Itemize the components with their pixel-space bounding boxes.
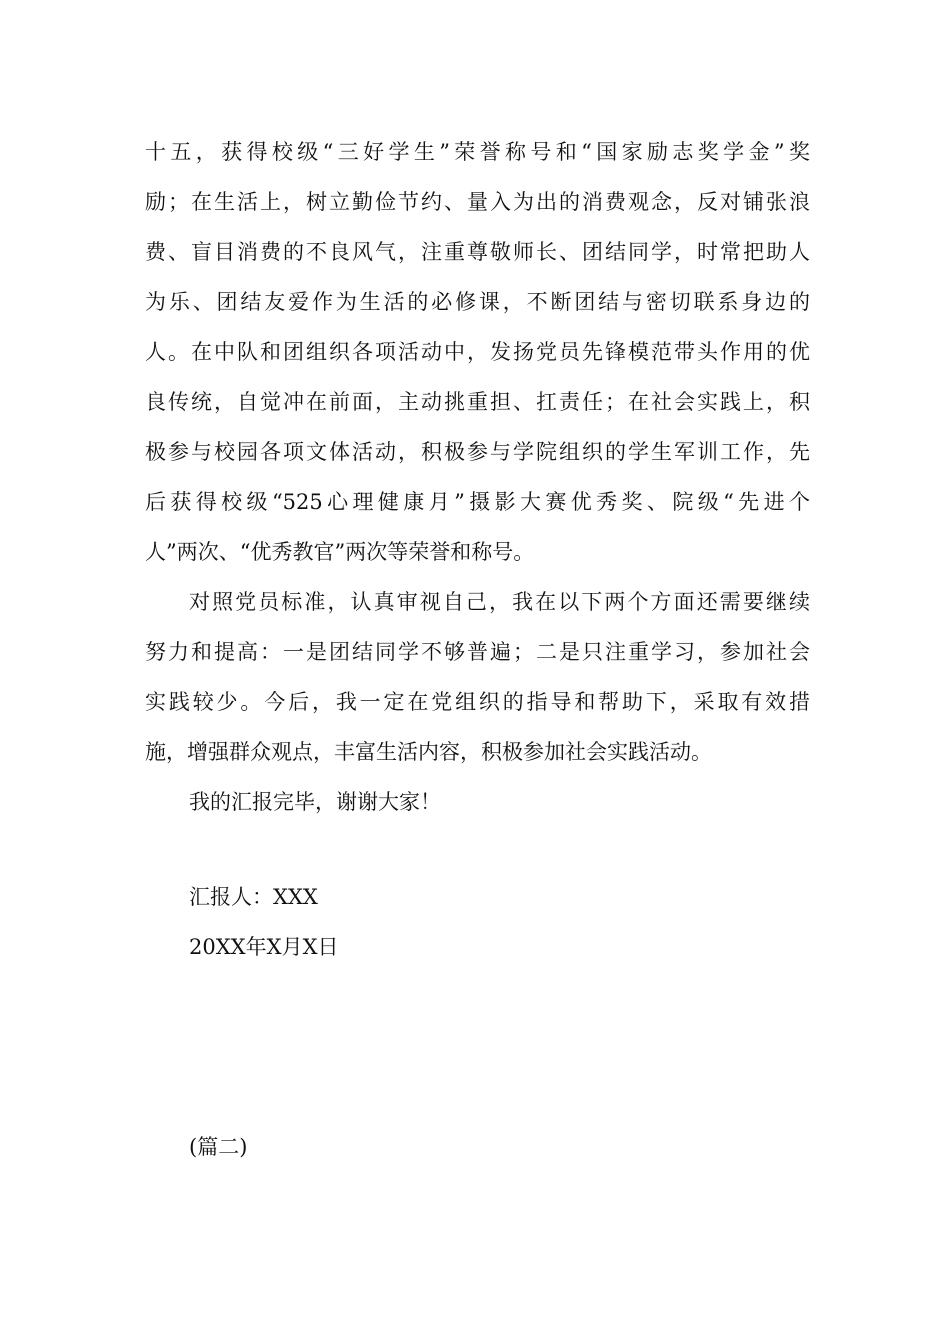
closing-remark: 我的汇报完毕，谢谢大家！ (189, 790, 441, 814)
paragraph-1-line-5: 人。在中队和团组织各项活动中，发扬党员先锋模范带头作用的优 (145, 340, 810, 364)
paragraph-1-line-4: 为乐、团结友爱作为生活的必修课，不断团结与密切联系身边的 (145, 290, 810, 314)
paragraph-1-line-7: 极参与校园各项文体活动，积极参与学院组织的学生军训工作，先 (145, 440, 810, 464)
paragraph-1-line-6: 良传统，自觉冲在前面，主动挑重担、扛责任；在社会实践上，积 (145, 390, 810, 414)
paragraph-1-line-2: 励；在生活上，树立勤俭节约、量入为出的消费观念，反对铺张浪 (145, 190, 810, 214)
paragraph-1-line-9: 人”两次、“优秀教官”两次等荣誉和称号。 (145, 540, 535, 564)
paragraph-2-line-1: 对照党员标准，认真审视自己，我在以下两个方面还需要继续 (189, 590, 810, 614)
paragraph-2-line-4: 施，增强群众观点，丰富生活内容，积极参加社会实践活动。 (145, 740, 712, 764)
section-label: (篇二) (189, 1135, 248, 1159)
paragraph-1-line-3: 费、盲目消费的不良风气，注重尊敬师长、团结同学，时常把助人 (145, 240, 810, 264)
paragraph-1-line-8: 后获得校级“525心理健康月”摄影大赛优秀奖、院级“先进个 (145, 490, 810, 514)
paragraph-1-line-1: 十五，获得校级“三好学生”荣誉称号和“国家励志奖学金”奖 (145, 140, 810, 164)
reporter-signature: 汇报人：XXX (189, 885, 318, 909)
paragraph-2-line-3: 实践较少。今后，我一定在党组织的指导和帮助下，采取有效措 (145, 690, 810, 714)
report-date: 20XX年X月X日 (189, 935, 339, 959)
paragraph-2-line-2: 努力和提高：一是团结同学不够普遍；二是只注重学习，参加社会 (145, 640, 810, 664)
